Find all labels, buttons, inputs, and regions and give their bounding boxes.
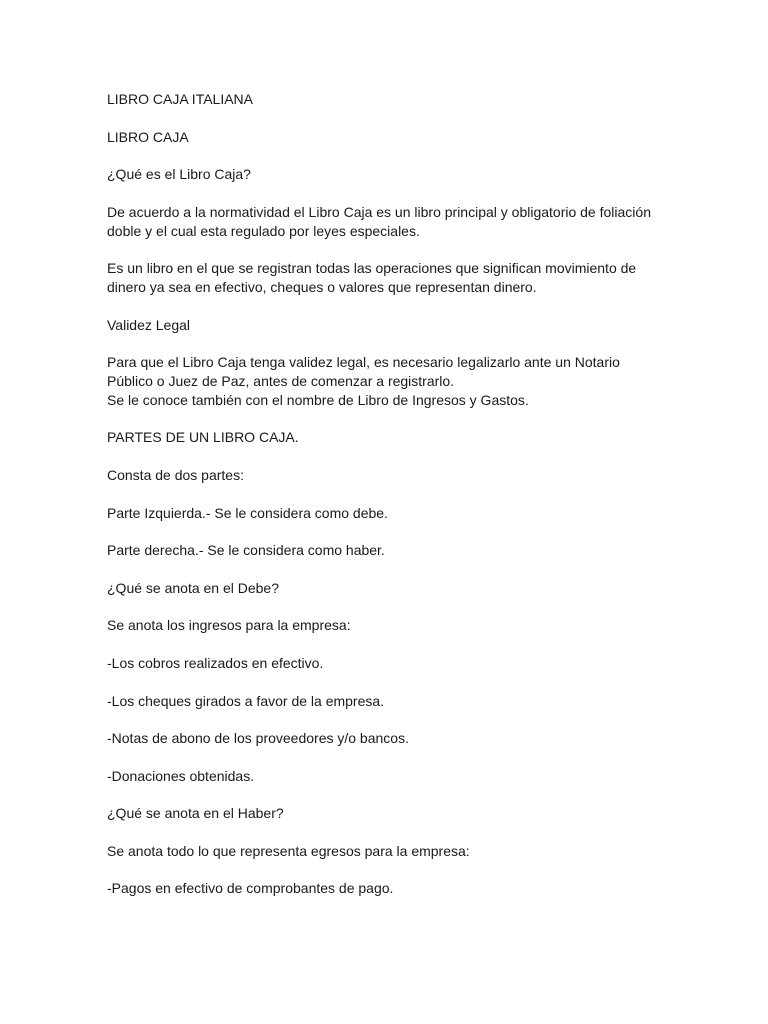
list-item (107, 767, 667, 786)
list-item (107, 729, 667, 748)
text-line: Se le conoce también con el nombre de Libro de Ingresos y Gastos. (107, 391, 529, 408)
text-line: -Pagos en efectivo de comprobantes de pago. (107, 880, 394, 897)
text-line: Parte derecha.- Se le considera como haber. (107, 542, 385, 559)
text-line: -Los cobros realizados en efectivo. (107, 654, 324, 671)
text-line: Público o Juez de Paz, antes de comenzar a registrarlo. (107, 372, 455, 389)
text-line: LIBRO CAJA (107, 128, 189, 145)
text-line: Parte Izquierda.- Se le considera como debe. (107, 504, 388, 521)
text-line: Es un libro en el que se registran todas las operaciones que significan movimiento de (107, 260, 637, 277)
text-line: ¿Qué es el Libro Caja? (107, 166, 251, 183)
list-item (107, 879, 667, 898)
text-line: -Donaciones obtenidas. (107, 767, 255, 784)
document-body (107, 90, 667, 917)
paragraph (107, 466, 667, 485)
section-heading (107, 128, 667, 147)
paragraph (107, 504, 667, 523)
list-item (107, 654, 667, 673)
text-line: De acuerdo a la normatividad el Libro Caja es un libro principal y obligatorio de foliación (107, 203, 651, 220)
paragraph (107, 541, 667, 560)
text-line: PARTES DE UN LIBRO CAJA. (107, 429, 299, 446)
text-line: ¿Qué se anota en el Debe? (107, 579, 280, 596)
text-line: LIBRO CAJA ITALIANA (107, 91, 254, 107)
paragraph (107, 842, 667, 861)
text-line: dinero ya sea en efectivo, cheques o valores que representan dinero. (107, 278, 537, 295)
text-line: Se anota todo lo que representa egresos para la empresa: (107, 842, 470, 859)
paragraph (107, 203, 667, 241)
paragraph (107, 616, 667, 635)
text-line: ¿Qué se anota en el Haber? (107, 805, 284, 822)
text-line: Consta de dos partes: (107, 466, 244, 483)
paragraph (107, 259, 667, 297)
text-line: doble y el cual esta regulado por leyes especiales. (107, 222, 420, 239)
section-heading (107, 428, 667, 447)
text-line: Se anota los ingresos para la empresa: (107, 617, 351, 634)
text-line: Para que el Libro Caja tenga validez legal, es necesario legalizarlo ante un Notario (107, 354, 620, 371)
text-line: Validez Legal (107, 316, 191, 333)
question-heading (107, 165, 667, 184)
list-item (107, 692, 667, 711)
section-heading (107, 316, 667, 335)
paragraph (107, 353, 667, 409)
question-heading (107, 804, 667, 823)
text-line: -Los cheques girados a favor de la empresa. (107, 692, 385, 709)
question-heading (107, 579, 667, 598)
document-title (107, 90, 667, 109)
text-line: -Notas de abono de los proveedores y/o bancos. (107, 730, 409, 747)
